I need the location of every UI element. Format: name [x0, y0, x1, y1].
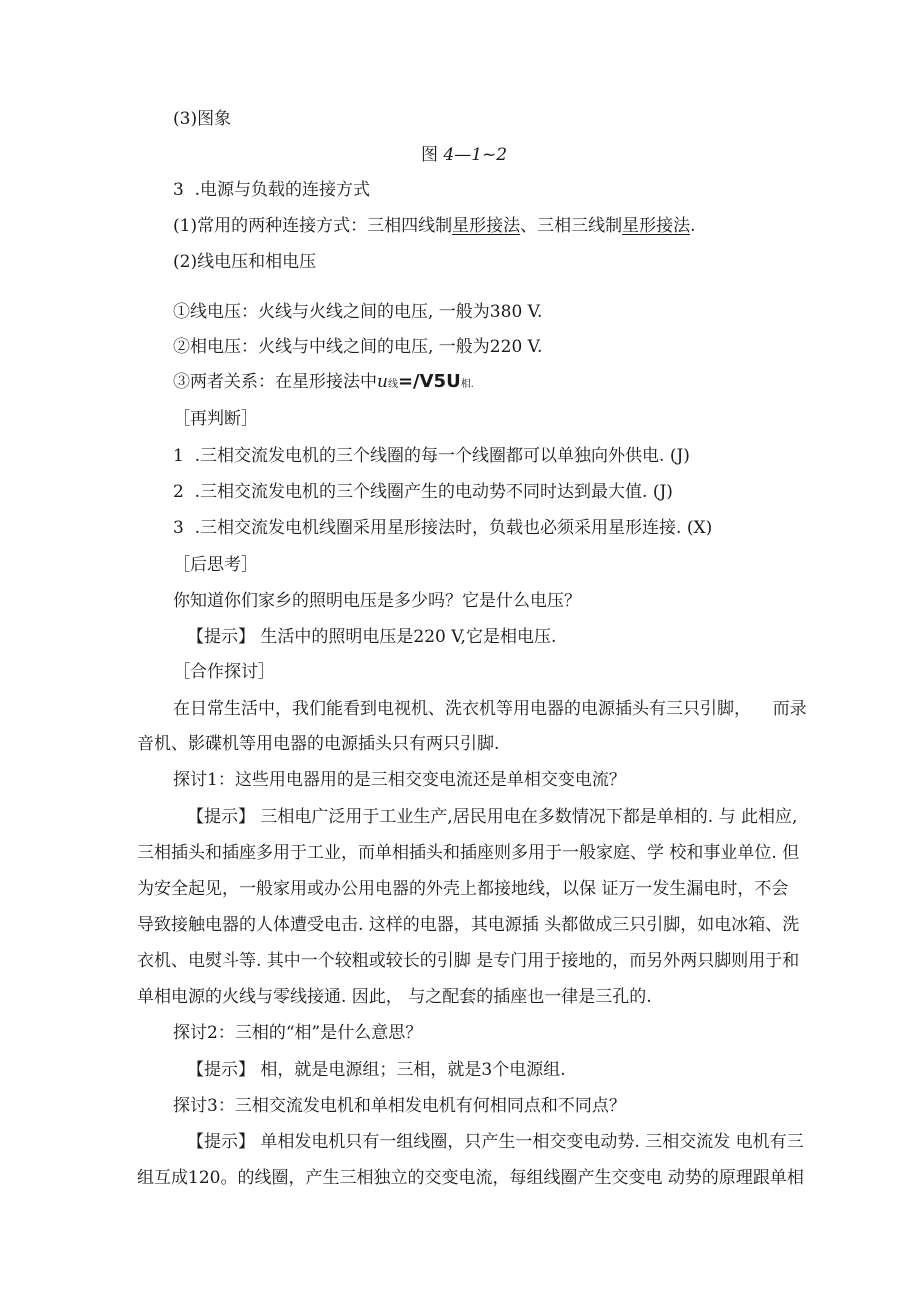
discussion-2-question: 探讨2：三相的“相”是什么意思？ — [173, 1023, 423, 1043]
relation-sub-phase: 相. — [460, 379, 474, 390]
rejudge-label: ［再判断］ — [173, 409, 258, 429]
afterthink-hint: 【提示】 生活中的照明电压是220 V,它是相电压. — [187, 627, 557, 647]
voltage-heading: (2)线电压和相电压 — [173, 252, 317, 272]
connection-intro: (1)常用的两种连接方式：三相四线制 — [173, 216, 453, 236]
connection-mid: 、三相三线制 — [520, 216, 623, 236]
rejudge-item-2: 2 .三相交流发电机的三个线圈产生的电动势不同时达到最大值. (J) — [173, 482, 673, 502]
relation-sub-line: 线 — [387, 379, 398, 390]
discussion-1-question: 探讨1：这些用电器用的是三相交变电流还是单相交变电流？ — [173, 770, 626, 790]
relation-prefix: ③两者关系：在星形接法中 — [173, 372, 377, 392]
coop-intro-line-2: 音机、影碟机等用电器的电源插头只有两只引脚. — [137, 734, 500, 754]
figure-number: 4—1~2 — [443, 145, 508, 165]
connection-term-1: 星形接法 — [452, 216, 521, 236]
line-voltage-item: ①线电压：火线与火线之间的电压, 一般为380 V. — [173, 302, 543, 322]
relation-equation: =/V5U — [397, 371, 461, 392]
figure-prefix: 图 — [421, 145, 438, 165]
connection-end: . — [690, 216, 696, 236]
discussion-1-hint-line: 单相电源的火线与零线接通. 因此， 与之配套的插座也一律是三孔的. — [137, 987, 652, 1007]
discussion-1-hint-line: 衣机、电熨斗等. 其中一个较粗或较长的引脚 是专门用于接地的，而另外两只脚则用于和 — [137, 951, 800, 971]
connection-term-2: 星形接法 — [622, 216, 691, 236]
coop-intro-line-1: 在日常生活中，我们能看到电视机、洗衣机等用电器的电源插头有三只引脚， 而录 — [173, 699, 807, 719]
discussion-3-hint-line: 【提示】 单相发电机只有一组线圈，只产生一相交变电动势. 三相交流发 电机有三 — [187, 1132, 804, 1152]
phase-voltage-item: ②相电压：火线与中线之间的电压, 一般为220 V. — [173, 337, 543, 357]
voltage-relation-item — [173, 370, 474, 397]
discussion-3-hint-line: 组互成120。的线圈，产生三相独立的交变电流，每组线圈产生交变电 动势的原理跟单相 — [137, 1168, 804, 1188]
discussion-1-hint-line: 为安全起见，一般家用或办公用电器的外壳上都接地线，以保 证万一发生漏电时，不会 — [137, 879, 789, 899]
connection-methods-line — [173, 214, 696, 238]
discussion-2-hint: 【提示】 相，就是电源组；三相，就是3个电源组. — [187, 1060, 566, 1080]
section-3-heading: (3)图象 — [173, 109, 232, 129]
figure-caption — [421, 143, 507, 167]
coop-label: ［合作探讨］ — [173, 662, 275, 682]
afterthink-label: ［后思考］ — [173, 555, 258, 575]
discussion-1-hint-line: 导致接触电器的人体遭受电击. 这样的电器，其电源插 头都做成三只引脚，如电冰箱、洗 — [137, 915, 800, 935]
rejudge-item-3: 3 .三相交流发电机线圈采用星形接法时，负载也必须采用星形连接. (X) — [173, 518, 713, 538]
discussion-3-question: 探讨3：三相交流发电机和单相发电机有何相同点和不同点？ — [173, 1096, 626, 1116]
rejudge-item-1: 1 .三相交流发电机的三个线圈的每一个线圈都可以单独向外供电. (J) — [173, 446, 690, 466]
discussion-1-hint-line: 三相插头和插座多用于工业，而单相插头和插座则多用于一般家庭、学 校和事业单位. 但 — [137, 843, 800, 863]
item-3-heading: 3 .电源与负载的连接方式 — [173, 180, 371, 200]
afterthink-question: 你知道你们家乡的照明电压是多少吗？它是什么电压？ — [173, 591, 581, 611]
discussion-1-hint-line: 【提示】 三相电广泛用于工业生产,居民用电在多数情况下都是单相的. 与 此相应, — [187, 807, 798, 827]
relation-u-symbol: u — [377, 372, 388, 392]
